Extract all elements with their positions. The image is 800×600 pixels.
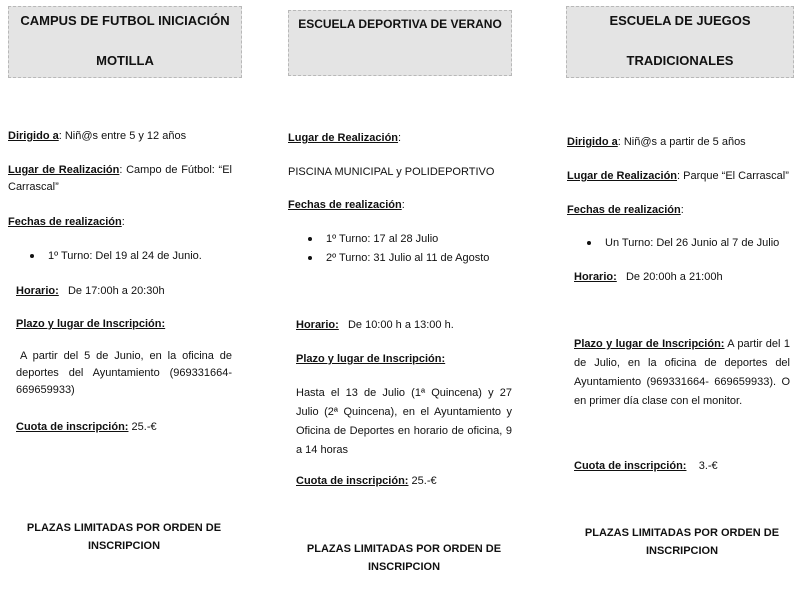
cuota-label: Cuota de inscripción: xyxy=(574,460,687,472)
fechas-colon: : xyxy=(401,199,405,211)
horario-label: Horario: xyxy=(16,285,59,297)
turno-item xyxy=(30,248,202,265)
lugar-value: : Campo de Fútbol: “El Carrascal” xyxy=(8,164,232,193)
plazas-line2: INSCRIPCION xyxy=(645,545,719,557)
fechas-label: Fechas de realización xyxy=(567,204,681,216)
title-escuela-deportiva: ESCUELA DEPORTIVA DE VERANO xyxy=(298,17,502,31)
cuota-row xyxy=(16,419,157,436)
cuota-row xyxy=(574,458,718,475)
fechas-label: Fechas de realización xyxy=(288,199,402,211)
bullet-icon xyxy=(30,254,34,258)
title-juegos-line2: TRADICIONALES xyxy=(626,53,734,68)
lugar-row xyxy=(8,162,232,196)
cuota-value: 25.-€ xyxy=(408,475,437,487)
dirigido-row xyxy=(8,128,240,145)
dirigido-row xyxy=(567,134,746,151)
lugar-value: PISCINA MUNICIPAL y POLIDEPORTIVO xyxy=(288,166,495,178)
cuota-value: 3.-€ xyxy=(698,460,718,472)
plazo-row xyxy=(296,351,445,368)
lugar-value: : Parque “El Carrascal” xyxy=(677,170,789,182)
fechas-row xyxy=(567,202,684,219)
fechas-colon: : xyxy=(680,204,684,216)
turno-text: 1º Turno: 17 al 28 Julio xyxy=(326,233,439,245)
horario-value: De 10:00 h a 13:00 h. xyxy=(347,319,454,331)
turno-item xyxy=(587,235,779,252)
title-box-futbol xyxy=(8,6,242,78)
turno-text: 2º Turno: 31 Julio al 11 de Agosto xyxy=(326,252,490,264)
plazo-value: A partir del 1 de Julio, en la oficina de deportes del Ayuntamiento (969331664- 669659933). O en primer día clase con el monitor. xyxy=(574,338,790,407)
horario-value: De 17:00h a 20:30h xyxy=(67,285,165,297)
cuota-row xyxy=(296,473,437,490)
cuota-label: Cuota de inscripción: xyxy=(296,475,409,487)
turno-text: Un Turno: Del 26 Junio al 7 de Julio xyxy=(605,237,780,249)
lugar-row xyxy=(288,130,401,147)
title-box-juegos xyxy=(566,6,794,78)
horario-row xyxy=(574,269,723,286)
dirigido-value: : Niñ@s a partir de 5 años xyxy=(617,136,746,148)
plazas-line1: PLAZAS LIMITADAS POR ORDEN DE xyxy=(26,522,222,534)
fechas-row xyxy=(288,197,405,214)
bullet-icon xyxy=(587,241,591,245)
horario-value: De 20:00h a 21:00h xyxy=(625,271,723,283)
turno-item xyxy=(308,250,489,267)
plazo-value: Hasta el 13 de Julio (1ª Quincena) y 27 Julio (2ª Quincena), en el Ayuntamiento y Oficina de Deportes en horario de oficina, 9 a 14 horas xyxy=(296,387,512,456)
turno-item xyxy=(308,231,438,248)
plazas-line1: PLAZAS LIMITADAS POR ORDEN DE xyxy=(306,543,502,555)
plazo-row xyxy=(16,316,165,333)
fechas-row xyxy=(8,214,240,231)
plazo-value: A partir del 5 de Junio, en la oficina de deportes del Ayuntamiento (969331664-669659933) xyxy=(16,350,232,396)
fechas-label: Fechas de realización xyxy=(8,216,122,228)
lugar-label: Lugar de Realización xyxy=(288,132,399,144)
lugar-label: Lugar de Realización xyxy=(8,164,120,176)
bullet-icon xyxy=(308,256,312,260)
plazo-label: Plazo y lugar de Inscripción: xyxy=(574,338,725,350)
cuota-value: 25.-€ xyxy=(128,421,157,433)
horario-row xyxy=(296,317,454,334)
horario-label: Horario: xyxy=(296,319,339,331)
lugar-row xyxy=(567,168,789,185)
plazo-label: Plazo y lugar de Inscripción: xyxy=(296,353,446,365)
dirigido-label: Dirigido a xyxy=(8,130,59,142)
horario-row xyxy=(16,283,165,300)
plazas-line2: INSCRIPCION xyxy=(367,561,441,573)
cuota-label: Cuota de inscripción: xyxy=(16,421,129,433)
title-juegos-line1: ESCUELA DE JUEGOS xyxy=(609,13,751,28)
fechas-colon: : xyxy=(121,216,125,228)
dirigido-label: Dirigido a xyxy=(567,136,618,148)
title-box-escuela-deportiva xyxy=(288,10,512,76)
lugar-colon: : xyxy=(398,132,402,144)
plazas-line2: INSCRIPCION xyxy=(87,540,161,552)
bullet-icon xyxy=(308,237,312,241)
turno-text: 1º Turno: Del 19 al 24 de Junio. xyxy=(48,250,202,262)
title-futbol-line2: MOTILLA xyxy=(96,53,154,68)
plazo-row xyxy=(574,335,790,411)
title-futbol-line1: CAMPUS DE FUTBOL INICIACIÓN xyxy=(20,13,230,28)
horario-label: Horario: xyxy=(574,271,617,283)
plazo-label: Plazo y lugar de Inscripción: xyxy=(16,318,166,330)
dirigido-value: : Niñ@s entre 5 y 12 años xyxy=(58,130,187,142)
lugar-label: Lugar de Realización xyxy=(567,170,678,182)
plazas-line1: PLAZAS LIMITADAS POR ORDEN DE xyxy=(584,527,780,539)
